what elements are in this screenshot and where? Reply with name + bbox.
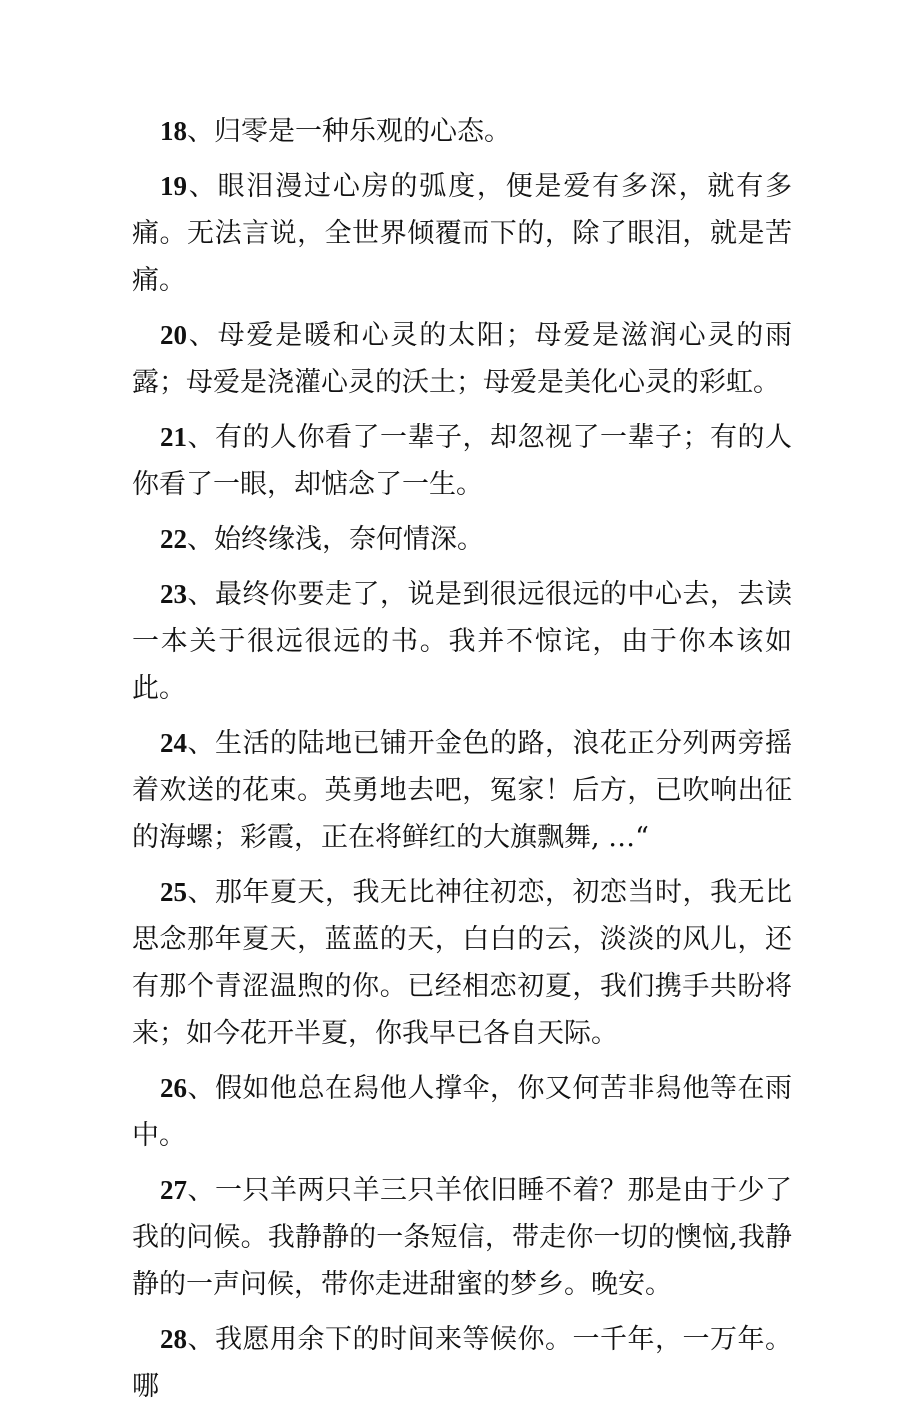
item-text: 、眼泪漫过心房的弧度，便是爱有多深，就有多痛。无法言说，全世界倾覆而下的，除了眼泪，就是苦痛。 xyxy=(132,171,792,296)
item-text: 、那年夏天，我无比神往初恋，初恋当时，我无比思念那年夏天，蓝蓝的天，白白的云，淡淡的风儿，还有那个青涩温煦的你。已经相恋初夏，我们携手共盼将来；如今花开半夏，你我早已各自天际。 xyxy=(132,877,792,1049)
item-number: 27 xyxy=(160,1175,187,1205)
item-number: 19 xyxy=(160,171,187,201)
item-number: 28 xyxy=(160,1324,187,1354)
list-item xyxy=(132,720,792,861)
item-number: 22 xyxy=(160,524,187,554)
item-number: 21 xyxy=(160,422,187,452)
list-item xyxy=(132,414,792,508)
item-number: 23 xyxy=(160,579,187,609)
item-text: 、母爱是暖和心灵的太阳；母爱是滋润心灵的雨露；母爱是浇灌心灵的沃土；母爱是美化心灵的彩虹。 xyxy=(132,320,792,398)
item-text: 、始终缘浅，奈何情深。 xyxy=(187,524,484,555)
list-item xyxy=(132,571,792,712)
list-item xyxy=(132,312,792,406)
item-number: 25 xyxy=(160,877,187,907)
list-item xyxy=(132,108,792,155)
item-text: 、一只羊两只羊三只羊依旧睡不着？那是由于少了我的问候。我静静的一条短信，带走你一切的懊恼,我静静的一声问候，带你走进甜蜜的梦乡。晚安。 xyxy=(132,1175,792,1300)
item-text: 、有的人你看了一辈子，却忽视了一辈子；有的人你看了一眼，却惦念了一生。 xyxy=(132,422,792,500)
item-text: 、我愿用余下的时间来等候你。一千年，一万年。哪 xyxy=(132,1324,792,1402)
list-item xyxy=(132,1065,792,1159)
item-text: 、归零是一种乐观的心态。 xyxy=(187,116,511,147)
document-body xyxy=(132,108,792,1418)
item-text: 、最终你要走了，说是到很远很远的中心去，去读一本关于很远很远的书。我并不惊诧，由于你本该如此。 xyxy=(132,579,792,704)
item-number: 18 xyxy=(160,116,187,146)
item-number: 20 xyxy=(160,320,187,350)
list-item xyxy=(132,163,792,304)
list-item xyxy=(132,1316,792,1410)
item-number: 24 xyxy=(160,728,187,758)
item-text: 、假如他总在舄他人撑伞，你又何苦非舄他等在雨中。 xyxy=(132,1073,792,1151)
list-item xyxy=(132,869,792,1057)
item-text: 、生活的陆地已铺开金色的路，浪花正分列两旁摇着欢送的花束。英勇地去吧，冤家！后方，已吹响出征的海螺；彩霞，正在将鲜红的大旗飘舞, …“ xyxy=(132,728,792,853)
list-item xyxy=(132,1167,792,1308)
item-number: 26 xyxy=(160,1073,187,1103)
list-item xyxy=(132,516,792,563)
